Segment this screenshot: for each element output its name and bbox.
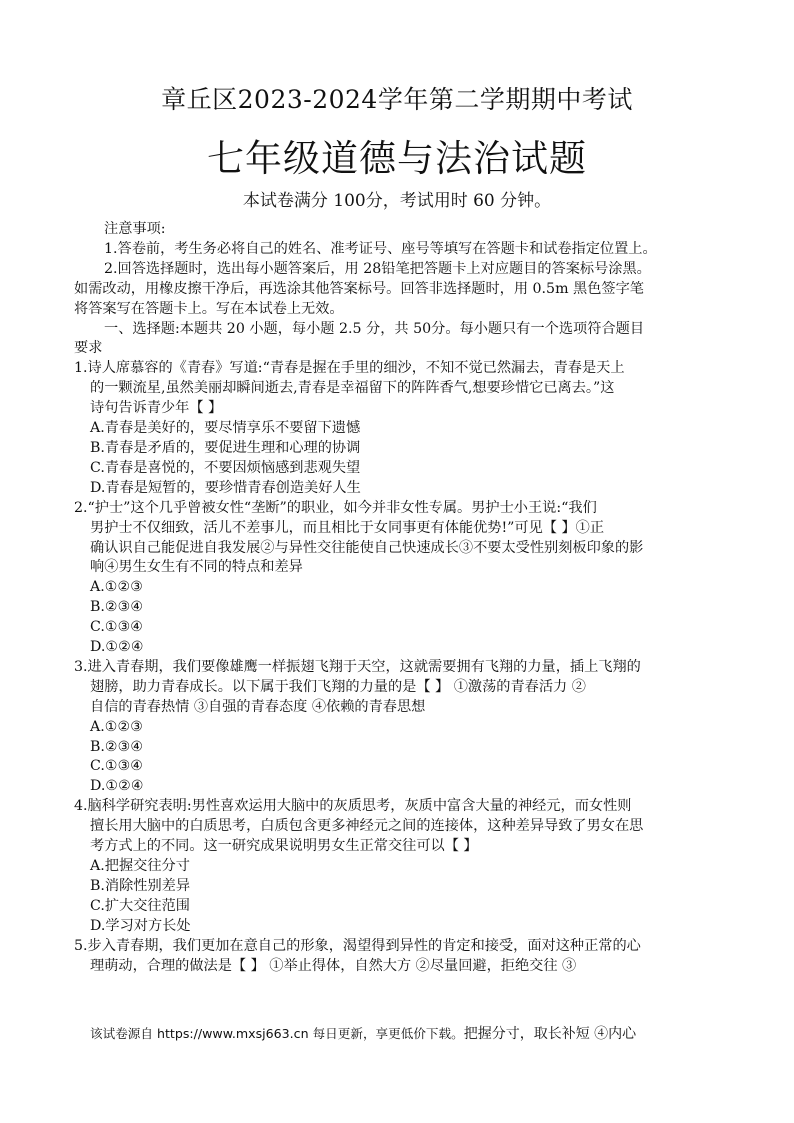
source-notice: 该试卷源自 https://www.mxsj663.cn 每日更新，享更低价下载。 xyxy=(90,1026,464,1041)
question-text: 诗句告诉青少年【 】 xyxy=(90,400,223,417)
note-item-1: 1.答卷前，考生务必将自己的姓名、准考证号、座号等填写在答题卡和试卷指定位置上。 xyxy=(104,240,657,257)
note-item-2-cont: 如需改动，用橡皮擦干净后，再选涂其他答案标号。回答非选择题时，用 0.5m 黑色签字笔 xyxy=(74,280,644,297)
question-text: 理萌动，合理的做法是【 】 ①举止得体，自然大方 ②尽量回避，拒绝交往 ③ xyxy=(90,957,577,974)
question-3 xyxy=(74,658,724,797)
question-text: 3.进入青春期，我们要像雄鹰一样振翅飞翔于天空，这就需要拥有飞翔的力量，插上飞翔的 xyxy=(74,658,641,675)
option-a: A.①②③ xyxy=(90,579,143,596)
question-text: 4.脑科学研究表明:男性喜欢运用大脑中的灰质思考，灰质中富含大量的神经元，而女性则 xyxy=(74,798,632,815)
option-a: A.①②③ xyxy=(90,718,143,735)
option-b: B.②③④ xyxy=(90,738,144,755)
section-heading-cont: 要求 xyxy=(74,340,103,357)
question-text: 响④男生女生有不同的特点和差异 xyxy=(90,559,303,576)
question-2 xyxy=(74,499,724,658)
option-c: C.青春是喜悦的，不要因烦恼感到悲观失望 xyxy=(90,459,361,476)
question-text: 的一颗流星,虽然美丽却瞬间逝去,青春是幸福留下的阵阵香气,想要珍惜它已离去。”这 xyxy=(90,380,615,397)
option-c: C.①③④ xyxy=(90,758,144,775)
question-4 xyxy=(74,797,724,936)
question-text: 确认识自己能促进自我发展②与异性交往能使自己快速成长③不要太受性别刻板印象的影 xyxy=(90,539,644,556)
question-text: 5.步入青春期，我们更加在意自己的形象，渴望得到异性的肯定和接受，面对这种正常的心 xyxy=(74,937,641,954)
exam-body xyxy=(74,220,724,976)
option-c: C.扩大交往范围 xyxy=(90,897,190,914)
question-text: 1.诗人席慕容的《青春》写道:“青春是握在手里的细沙，不知不觉已然漏去，青春是天上 xyxy=(74,360,625,377)
exam-title: 章丘区2023-2024学年第二学期期中考试 xyxy=(161,85,633,114)
option-a: A.把握交往分寸 xyxy=(90,858,190,874)
option-b: B.消除性别差异 xyxy=(90,877,191,894)
question-text: 翅膀，助力青春成长。以下属于我们飞翔的力量的是【 】 ①激荡的青春活力 ② xyxy=(90,678,586,695)
note-item-2: 2.回答选择题时，选出每小题答案后，用 28铅笔把答题卡上对应题目的答案标号涂黑。 xyxy=(104,260,651,277)
question-1 xyxy=(74,359,724,498)
question-text: 2.“护士”这个几乎曾被女性“垄断”的职业，如今并非女性专属。男护士小王说:“我们 xyxy=(74,499,597,516)
question-5 xyxy=(74,937,724,977)
question-text: 自信的青春热情 ③自强的青春态度 ④依赖的青春思想 xyxy=(90,698,426,715)
question-text: 擅长用大脑中的白质思考，白质包含更多神经元之间的连接体，这种差异导致了男女在思 xyxy=(90,818,644,835)
paper-title: 七年级道德与法治试题 xyxy=(207,137,587,180)
notes-heading: 注意事项: xyxy=(104,221,166,237)
option-b: B.青春是矛盾的，要促进生理和心理的协调 xyxy=(90,439,361,456)
option-d: D.①②④ xyxy=(90,778,144,795)
source-footer xyxy=(90,1023,730,1043)
section-heading: 一、选择题:本题共 20 小题，每小题 2.5 分，共 50分。每小题只有一个选项符合题目 xyxy=(104,320,645,337)
option-d: D.青春是短暂的，要珍惜青春创造美好人生 xyxy=(90,479,361,496)
question-text: 考方式上的不同。这一研究成果说明男女生正常交往可以【 】 xyxy=(90,838,478,855)
option-b: B.②③④ xyxy=(90,599,144,616)
option-a: A.青春是美好的，要尽情享乐不要留下遗憾 xyxy=(90,420,361,437)
note-item-2-cont: 将答案写在答题卡上。写在本试卷上无效。 xyxy=(74,300,344,317)
option-d: D.学习对方长处 xyxy=(90,917,191,934)
question-text: 男护士不仅细致，活儿不差事儿，而且相比于女同事更有体能优势!”可见【 】①正 xyxy=(90,519,605,536)
option-d: D.①②④ xyxy=(90,639,144,656)
exam-info: 本试卷满分 100分，考试用时 60 分钟。 xyxy=(242,191,552,211)
option-c: C.①③④ xyxy=(90,619,144,636)
question-5-continuation: 把握分寸，取长补短 ④内心 xyxy=(463,1026,637,1042)
